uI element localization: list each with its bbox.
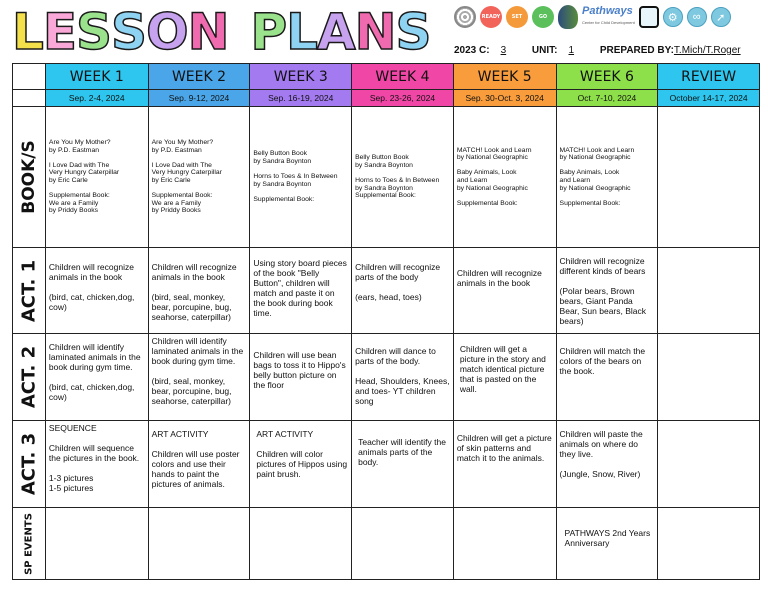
prepared-value: T.Mich/T.Roger — [673, 45, 741, 56]
activity-cell — [658, 421, 759, 425]
title-letter: A — [316, 3, 355, 61]
book-icon — [639, 6, 659, 28]
row-label: ACT. 3 — [18, 432, 40, 496]
event-cell — [46, 508, 148, 512]
go-badge: GO — [532, 6, 554, 28]
title-letter: N — [354, 3, 396, 61]
activity-cell: Children will recognize parts of the body (ears, head, toes) — [355, 262, 441, 302]
review-date: October 14-17, 2024 — [658, 90, 759, 107]
activity-cell: ART ACTIVITY Children will color pictures of Hippos using paint brush. — [256, 429, 348, 479]
title-letter: S — [76, 3, 112, 61]
event-cell — [454, 508, 556, 512]
pathways-logo — [582, 6, 635, 28]
row-label: ACT. 1 — [18, 259, 40, 322]
plan-meta — [454, 45, 741, 56]
title-letter: P — [250, 3, 287, 61]
book-cell: Belly Button Book by Sandra Boynton Horns to Toes & In Between by Sandra Boynton Supplemental Book: — [355, 154, 440, 200]
corner-cell — [13, 64, 46, 90]
activity-cell: Teacher will identify the animals parts of the body. — [358, 437, 446, 467]
activity-cell: ART ACTIVITY Children will use poster colors and use their hands to paint the pictures of animals. — [151, 429, 240, 489]
week-date: Sep. 2-4, 2024 — [46, 90, 149, 107]
logo-strip — [454, 6, 731, 28]
activity-cell: Children will get a picture of skin patterns and match it to the animals. — [456, 433, 552, 463]
books-row — [13, 107, 759, 248]
activity-cell: Children will recognize animals in the book — [456, 268, 542, 288]
row-label: SP EVENTS — [23, 513, 35, 575]
activity-cell: Children will paste the animals on where do they live. (Jungle, Snow, River) — [559, 429, 643, 479]
title-letter: L — [286, 3, 317, 61]
activity-1-row — [13, 248, 759, 334]
book-cell: Are You My Mother? by P.D. Eastman I Love Dad with The Very Hungry Caterpillar by Eric Carle Supplemental Book: We are a Family by Priddy Books — [48, 139, 120, 215]
ready-badge: READY — [480, 6, 502, 28]
title-letter: O — [146, 3, 188, 61]
row-label: BOOK/S — [18, 140, 39, 214]
title-letter: S — [395, 3, 431, 61]
row-label-cell — [13, 248, 46, 334]
lesson-plan-table — [12, 63, 760, 580]
rocket-icon: ➚ — [711, 7, 731, 27]
row-label: ACT. 2 — [18, 345, 40, 409]
activity-cell: Children will identify laminated animals in the book during gym time. (bird, cat, chicken,dog, cow) — [48, 342, 141, 402]
week-date: Sep. 9-12, 2024 — [149, 90, 251, 107]
activity-cell: SEQUENCE Children will sequence the pictures in the book. 1-3 pictures 1-5 pictures — [48, 423, 140, 493]
swirl-logo-icon — [454, 6, 476, 28]
event-cell: PATHWAYS 2nd Years Anniversary — [564, 528, 651, 548]
activity-cell: Children will use bean bags to toss it to Hippo's belly button picture on the floor — [253, 350, 346, 390]
activity-cell: Children will recognize animals in the book (bird, cat, chicken,dog, cow) — [48, 262, 135, 312]
year-label: 2023 C: — [454, 45, 490, 56]
activity-cell: Using story board pieces of the book "Belly Button", children will match and paste it on the book during book time. — [253, 258, 347, 318]
book-cell — [658, 107, 759, 247]
pathways-logo-subtitle: Center for Child Development — [582, 20, 635, 25]
activity-cell — [658, 334, 759, 338]
week-header: WEEK 1 — [46, 64, 149, 90]
activity-cell: Children will dance to parts of the body. Head, Shoulders, Knees, and toes- YT children song — [355, 346, 450, 406]
page-title — [12, 3, 431, 61]
event-cell — [250, 508, 351, 512]
week-header: WEEK 4 — [352, 64, 454, 90]
corner-cell — [13, 90, 46, 107]
goggles-icon: ∞ — [687, 7, 707, 27]
event-cell — [658, 508, 759, 512]
review-header: REVIEW — [658, 64, 759, 90]
unit-label: UNIT: — [531, 45, 558, 56]
week-header: WEEK 5 — [454, 64, 557, 90]
bicycle-icon: ⚙ — [663, 7, 683, 27]
book-cell: MATCH! Look and Learn by National Geographic Baby Animals, Look and Learn by National Geographic Supplemental Book: — [456, 146, 532, 207]
week-header-row — [13, 64, 759, 90]
activity-3-row — [13, 421, 759, 508]
book-cell: Are You My Mother? by P.D. Eastman I Love Dad with The Very Hungry Caterpillar by Eric Carle Supplemental Book: We are a Family by Priddy Books — [151, 139, 222, 215]
activity-cell: Children will identify laminated animals in the book during gym time. (bird, seal, monkey, bear, porcupine, bug, seahorse, caterpillar) — [151, 336, 244, 406]
week-date: Sep. 16-19, 2024 — [250, 90, 352, 107]
week-date: Oct. 7-10, 2024 — [557, 90, 659, 107]
activity-2-row — [13, 334, 759, 421]
event-cell — [149, 508, 250, 512]
event-cell — [352, 508, 453, 512]
special-events-row — [13, 508, 759, 580]
unit-value: 1 — [568, 45, 575, 56]
title-letter: N — [187, 3, 229, 61]
week-header: WEEK 2 — [149, 64, 251, 90]
row-label-cell — [13, 421, 46, 508]
row-label-cell — [13, 107, 46, 248]
week-date: Sep. 30-Oct. 3, 2024 — [454, 90, 557, 107]
row-label-cell — [13, 334, 46, 421]
title-letter: L — [12, 3, 43, 61]
row-label-cell — [13, 508, 46, 580]
week-header: WEEK 3 — [250, 64, 352, 90]
pathways-logo-text: Pathways — [582, 5, 633, 17]
set-badge: SET — [506, 6, 528, 28]
book-cell: Belly Button Book by Sandra Boynton Horns to Toes & In Between by Sandra Boynton Supplemental Book: — [253, 150, 338, 203]
title-letter: E — [42, 3, 77, 61]
week-header: WEEK 6 — [557, 64, 659, 90]
activity-cell — [658, 248, 759, 252]
title-letter: S — [111, 3, 147, 61]
activity-cell: Children will recognize different kinds of bears (Polar bears, Brown bears, Giant Panda Bear, Sun bears, Black bears) — [559, 256, 647, 326]
activity-cell: Children will recognize animals in the book (bird, seal, monkey, bear, porcupine, bug, seahorse, caterpillar) — [151, 262, 237, 322]
prepared-label: PREPARED BY: — [599, 45, 674, 56]
activity-cell: Children will match the colors of the bears on the book. — [559, 346, 646, 376]
date-row — [13, 90, 759, 107]
year-value: 3 — [500, 45, 507, 56]
activity-cell: Children will get a picture in the story and match identical picture that is pasted on the wall. — [459, 344, 546, 394]
week-date: Sep. 23-26, 2024 — [352, 90, 454, 107]
book-cell: MATCH! Look and Learn by National Geographic Baby Animals, Look and Learn by National Geographic Supplemental Book: — [559, 146, 635, 207]
leaf-logo-icon — [558, 5, 578, 29]
